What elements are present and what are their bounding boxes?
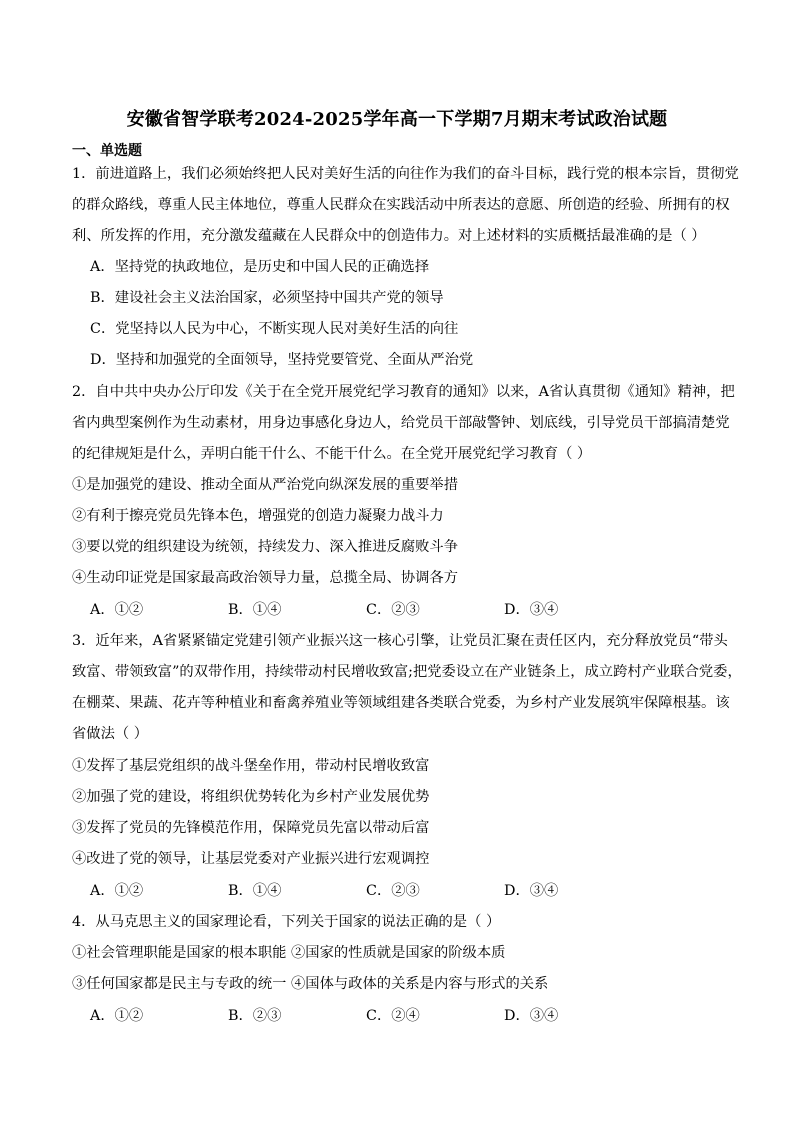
q1-option-c: C．党坚持以人民为中心，不断实现人民对美好生活的向往 bbox=[90, 321, 459, 337]
q3-choice-c: C．②③ bbox=[366, 883, 420, 899]
q1-stem-line: 1．前进道路上，我们必须始终把人民对美好生活的向往作为我们的奋斗目标，践行党的根本宗旨，贯彻党 bbox=[72, 166, 739, 182]
q4-choice-c: C．②④ bbox=[366, 1008, 420, 1024]
q2-statement: ④生动印证党是国家最高政治领导力量，总揽全局、协调各方 bbox=[72, 570, 459, 586]
q2-choice-d: D．③④ bbox=[504, 602, 559, 618]
q3-statement: ④改进了党的领导，让基层党委对产业振兴进行宏观调控 bbox=[72, 851, 430, 867]
q4-stem-line: 4．从马克思主义的国家理论看，下列关于国家的说法正确的是（ ） bbox=[72, 914, 501, 930]
q3-statement: ①发挥了基层党组织的战斗堡垒作用，带动村民增收致富 bbox=[72, 758, 430, 774]
q4-choice-d: D．③④ bbox=[504, 1008, 559, 1024]
q4-choices bbox=[90, 1006, 642, 1026]
q3-choice-a: A．①② bbox=[90, 883, 144, 899]
q3-statement: ③发挥了党员的先锋模范作用，保障党员先富以带动后富 bbox=[72, 820, 430, 836]
q3-choice-d: D．③④ bbox=[504, 883, 559, 899]
q2-stem-line: 的纪律规矩是什么，弄明白能干什么、不能干什么。在全党开展党纪学习教育（ ） bbox=[72, 446, 592, 462]
q3-statement: ②加强了党的建设，将组织优势转化为乡村产业发展优势 bbox=[72, 789, 430, 805]
q2-choice-c: C．②③ bbox=[366, 602, 420, 618]
q4-statement: ①社会管理职能是国家的根本职能 ②国家的性质就是国家的阶级本质 bbox=[72, 945, 506, 961]
q4-choice-b: B．②③ bbox=[228, 1008, 282, 1024]
q3-choice-b: B．①④ bbox=[228, 883, 282, 899]
q4-statement: ③任何国家都是民主与专政的统一 ④国体与政体的关系是内容与形式的关系 bbox=[72, 976, 549, 992]
q2-choice-a: A．①② bbox=[90, 602, 144, 618]
q4-choice-a: A．①② bbox=[90, 1008, 144, 1024]
q3-stem-line: 省做法（ ） bbox=[72, 726, 149, 742]
q3-choices bbox=[90, 881, 642, 901]
q3-stem-line: 3．近年来，A省紧紧锚定党建引领产业振兴这一核心引擎，让党员汇聚在责任区内，充分释放党员“带头 bbox=[72, 633, 728, 649]
q2-choices bbox=[90, 600, 642, 620]
q1-stem-line: 的群众路线，尊重人民主体地位，尊重人民群众在实践活动中所表达的意愿、所创造的经验、所拥有的权 bbox=[72, 197, 730, 213]
q2-statement: ③要以党的组织建设为统领，持续发力、深入推进反腐败斗争 bbox=[72, 539, 459, 555]
q2-choice-b: B．①④ bbox=[228, 602, 282, 618]
q3-stem-line: 在棚菜、果蔬、花卉等种植业和畜禽养殖业等领域组建各类联合党委，为乡村产业发展筑牢保障根基。该 bbox=[72, 695, 730, 711]
q2-statement: ①是加强党的建设、推动全面从严治党向纵深发展的重要举措 bbox=[72, 477, 459, 493]
q1-option-b: B．建设社会主义法治国家，必须坚持中国共产党的领导 bbox=[90, 290, 444, 306]
q1-stem-line: 利、所发挥的作用，充分激发蕴藏在人民群众中的创造伟力。对上述材料的实质概括最准确的是（ ） bbox=[72, 228, 706, 244]
q3-stem-line: 致富、带领致富”的双带作用，持续带动村民增收致富;把党委设立在产业链条上，成立跨村产业联合党委， bbox=[72, 664, 742, 680]
q2-statement: ②有利于擦亮党员先锋本色，增强党的创造力凝聚力战斗力 bbox=[72, 508, 444, 524]
q1-option-a: A．坚持党的执政地位，是历史和中国人民的正确选择 bbox=[90, 259, 430, 275]
section-heading: 一、单选题 bbox=[72, 143, 142, 159]
q2-stem-line: 2．自中共中央办公厅印发《关于在全党开展党纪学习教育的通知》以来，A省认真贯彻《通知》精神，把 bbox=[72, 384, 735, 400]
q1-option-d: D．坚持和加强党的全面领导，坚持党要管党、全面从严治党 bbox=[90, 352, 474, 368]
exam-title: 安徽省智学联考2024-2025学年高一下学期7月期末考试政治试题 bbox=[126, 109, 668, 130]
q2-stem-line: 省内典型案例作为生动素材，用身边事感化身边人，给党员干部敲警钟、划底线，引导党员干部搞清楚党 bbox=[72, 415, 730, 431]
